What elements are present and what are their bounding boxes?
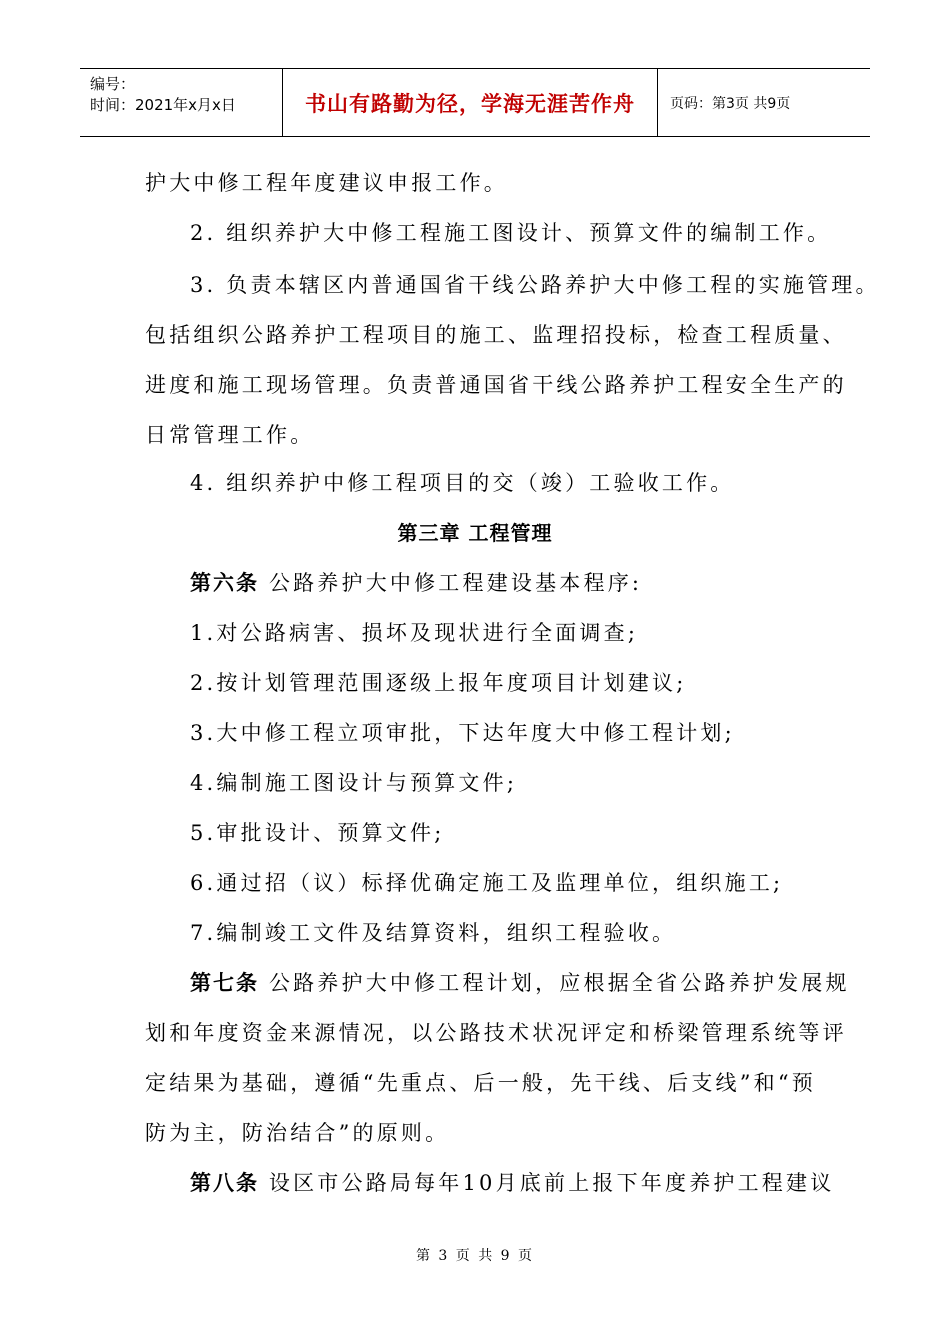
header-meta xyxy=(80,69,283,136)
article-6-text: 公路养护大中修工程建设基本程序: xyxy=(268,571,643,595)
body-line: 3. 负责本辖区内普通国省干线公路养护大中修工程的实施管理。 xyxy=(190,273,880,297)
body-line: 包括组织公路养护工程项目的施工、监理招投标，检查工程质量、 xyxy=(145,323,847,347)
page-header xyxy=(80,68,870,137)
article-7-label: 第七条 xyxy=(190,970,259,995)
header-page-info-cell xyxy=(658,69,870,136)
body-line: 2. 组织养护大中修工程施工图设计、预算文件的编制工作。 xyxy=(190,221,832,245)
article-8 xyxy=(190,1168,834,1198)
step-item: 4.编制施工图设计与预算文件; xyxy=(190,771,518,795)
step-item: 1.对公路病害、损坏及现状进行全面调查; xyxy=(190,621,639,645)
article-7-text: 公路养护大中修工程计划，应根据全省公路养护发展规 xyxy=(268,971,850,995)
article-6-label: 第六条 xyxy=(190,570,259,595)
header-motto-cell xyxy=(283,69,658,136)
article-6 xyxy=(190,568,642,598)
body-line: 防为主，防治结合”的原则。 xyxy=(145,1121,450,1145)
page-footer: 第 3 页 共 9 页 xyxy=(415,1248,535,1264)
article-8-text: 设区市公路局每年10月底前上报下年度养护工程建议 xyxy=(268,1171,835,1195)
step-item: 6.通过招（议）标择优确定施工及监理单位，组织施工; xyxy=(190,871,784,895)
article-8-label: 第八条 xyxy=(190,1170,259,1195)
body-line: 进度和施工现场管理。负责普通国省干线公路养护工程安全生产的 xyxy=(145,373,847,397)
header-page-info: 页码：第3页 共9页 xyxy=(670,95,791,112)
article-7 xyxy=(190,968,850,998)
body-line: 划和年度资金来源情况，以公路技术状况评定和桥梁管理系统等评 xyxy=(145,1021,847,1045)
step-item: 5.审批设计、预算文件; xyxy=(190,821,445,845)
chapter-title: 第三章 工程管理 xyxy=(397,521,553,545)
step-item: 3.大中修工程立项审批，下达年度大中修工程计划; xyxy=(190,721,735,745)
document-number: 编号： xyxy=(90,75,136,93)
body-line: 4. 组织养护中修工程项目的交（竣）工验收工作。 xyxy=(190,471,735,495)
body-line: 定结果为基础，遵循“先重点、后一般，先干线、后支线”和“预 xyxy=(145,1071,817,1095)
header-motto: 书山有路勤为径，学海无涯苦作舟 xyxy=(305,91,635,116)
document-time: 时间：2021年x月x日 xyxy=(90,96,236,114)
body-line: 护大中修工程年度建议申报工作。 xyxy=(145,171,508,195)
step-item: 2.按计划管理范围逐级上报年度项目计划建议; xyxy=(190,671,687,695)
body-line: 日常管理工作。 xyxy=(145,423,315,447)
step-item: 7.编制竣工文件及结算资料，组织工程验收。 xyxy=(190,921,677,945)
